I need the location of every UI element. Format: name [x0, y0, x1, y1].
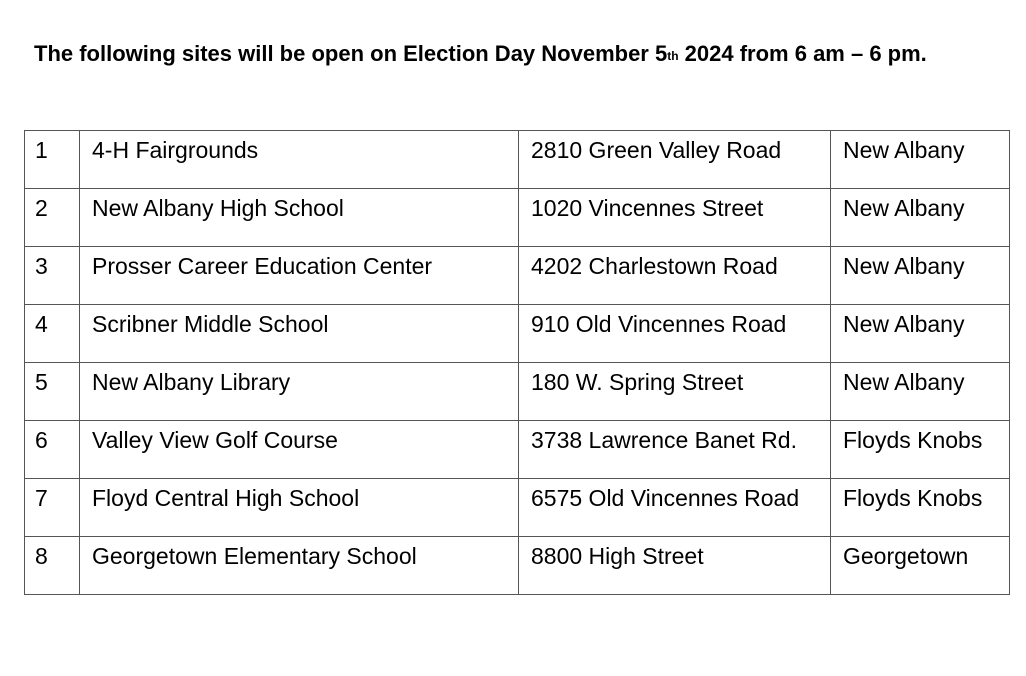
site-number: 5: [25, 363, 80, 421]
site-name: 4-H Fairgrounds: [80, 131, 519, 189]
table-row: [25, 189, 1010, 247]
site-address: 6575 Old Vincennes Road: [519, 479, 831, 537]
heading-superscript: th: [667, 49, 679, 63]
table-row: [25, 131, 1010, 189]
site-city: New Albany: [831, 131, 1010, 189]
site-address: 4202 Charlestown Road: [519, 247, 831, 305]
heading-text-tail: 2024 from 6 am – 6 pm.: [678, 41, 927, 66]
site-address: 3738 Lawrence Banet Rd.: [519, 421, 831, 479]
site-address: 2810 Green Valley Road: [519, 131, 831, 189]
polling-sites-table: [24, 130, 1010, 595]
site-address: 180 W. Spring Street: [519, 363, 831, 421]
site-number: 7: [25, 479, 80, 537]
site-number: 3: [25, 247, 80, 305]
site-number: 2: [25, 189, 80, 247]
table-row: [25, 479, 1010, 537]
table-row: [25, 363, 1010, 421]
site-number: 8: [25, 537, 80, 595]
site-name: Floyd Central High School: [80, 479, 519, 537]
page-heading: [34, 34, 994, 74]
site-city: New Albany: [831, 363, 1010, 421]
site-number: 4: [25, 305, 80, 363]
heading-text: The following sites will be open on Election Day November 5: [34, 41, 668, 66]
site-address: 910 Old Vincennes Road: [519, 305, 831, 363]
site-name: Scribner Middle School: [80, 305, 519, 363]
site-name: Valley View Golf Course: [80, 421, 519, 479]
site-number: 1: [25, 131, 80, 189]
site-name: New Albany High School: [80, 189, 519, 247]
site-number: 6: [25, 421, 80, 479]
site-city: Georgetown: [831, 537, 1010, 595]
site-city: Floyds Knobs: [831, 421, 1010, 479]
site-city: Floyds Knobs: [831, 479, 1010, 537]
table-row: [25, 305, 1010, 363]
table-row: [25, 421, 1010, 479]
site-name: Prosser Career Education Center: [80, 247, 519, 305]
site-name: Georgetown Elementary School: [80, 537, 519, 595]
site-city: New Albany: [831, 247, 1010, 305]
table-row: [25, 537, 1010, 595]
site-name: New Albany Library: [80, 363, 519, 421]
site-address: 8800 High Street: [519, 537, 831, 595]
table-row: [25, 247, 1010, 305]
site-address: 1020 Vincennes Street: [519, 189, 831, 247]
site-city: New Albany: [831, 305, 1010, 363]
site-city: New Albany: [831, 189, 1010, 247]
